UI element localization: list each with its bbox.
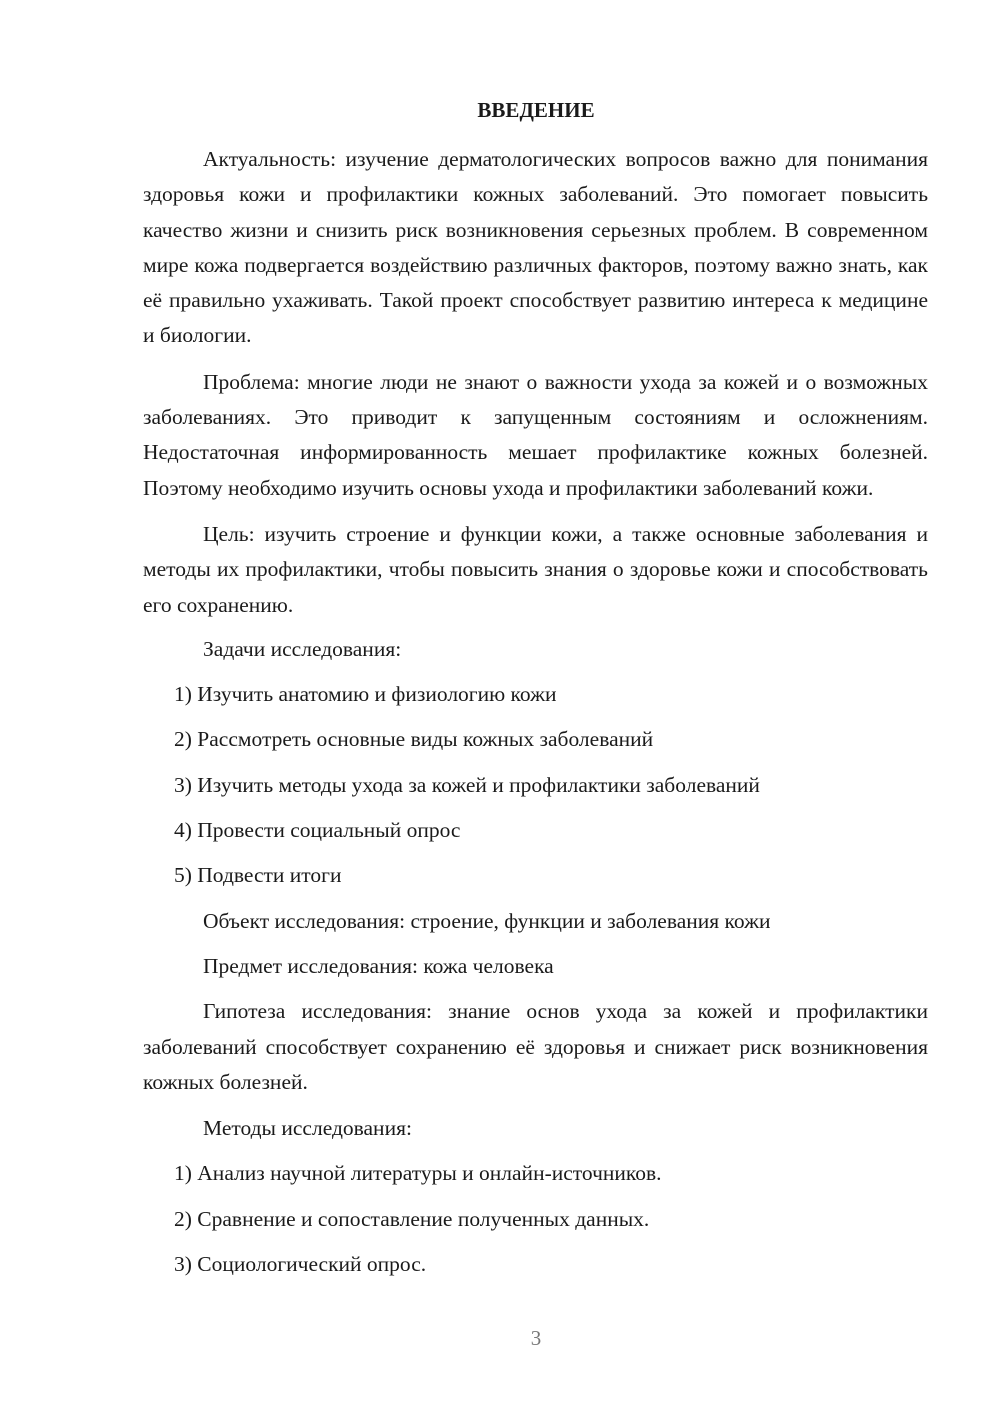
list-item: 3) Социологический опрос.: [174, 1252, 427, 1277]
problem-paragraph: Проблема: многие люди не знают о важности ухода за кожей и о возможных заболеваниях. Это приводит к запущенным состояниям и осложнениям. Недостаточная информированность мешает профилактике кожных болезней. Поэтому необходимо изучить основы ухода и профилактики заболеваний кожи.: [143, 369, 928, 500]
list-item: 1) Изучить анатомию и физиологию кожи: [174, 682, 557, 707]
methods-list: [143, 1156, 928, 1282]
page-number: 3: [530, 1326, 542, 1350]
goal-paragraph: Цель: изучить строение и функции кожи, а также основные заболевания и методы их профилактики, чтобы повысить знания о здоровье кожи и способствовать его сохранению.: [143, 521, 928, 617]
list-item: 1) Анализ научной литературы и онлайн-источников.: [174, 1161, 662, 1186]
research-object: Объект исследования: строение, функции и заболевания кожи: [203, 908, 771, 933]
hypothesis-paragraph: Гипотеза исследования: знание основ ухода за кожей и профилактики заболеваний способствует сохранению её здоровья и снижает риск возникновения кожных болезней.: [143, 999, 928, 1094]
tasks-list: [143, 677, 928, 893]
research-subject: Предмет исследования: кожа человека: [203, 953, 554, 978]
tasks-heading: Задачи исследования:: [203, 636, 402, 661]
page-title: ВВЕДЕНИЕ: [477, 98, 595, 122]
list-item: 3) Изучить методы ухода за кожей и профилактики заболеваний: [174, 772, 760, 797]
list-item: 2) Рассмотреть основные виды кожных заболеваний: [174, 727, 654, 752]
methods-heading: Методы исследования:: [203, 1116, 412, 1141]
list-item: 5) Подвести итоги: [174, 863, 342, 888]
relevance-paragraph: Актуальность: изучение дерматологических вопросов важно для понимания здоровья кожи и профилактики кожных заболеваний. Это помогает повысить качество жизни и снизить риск возникновения серьезных проблем. В современном мире кожа подвергается воздействию различных факторов, поэтому важно знать, как её правильно ухаживать. Такой проект способствует развитию интереса к медицине и биологии.: [143, 147, 928, 348]
list-item: 2) Сравнение и сопоставление полученных данных.: [174, 1206, 650, 1231]
list-item: 4) Провести социальный опрос: [174, 818, 461, 843]
document-body: [143, 142, 928, 1292]
